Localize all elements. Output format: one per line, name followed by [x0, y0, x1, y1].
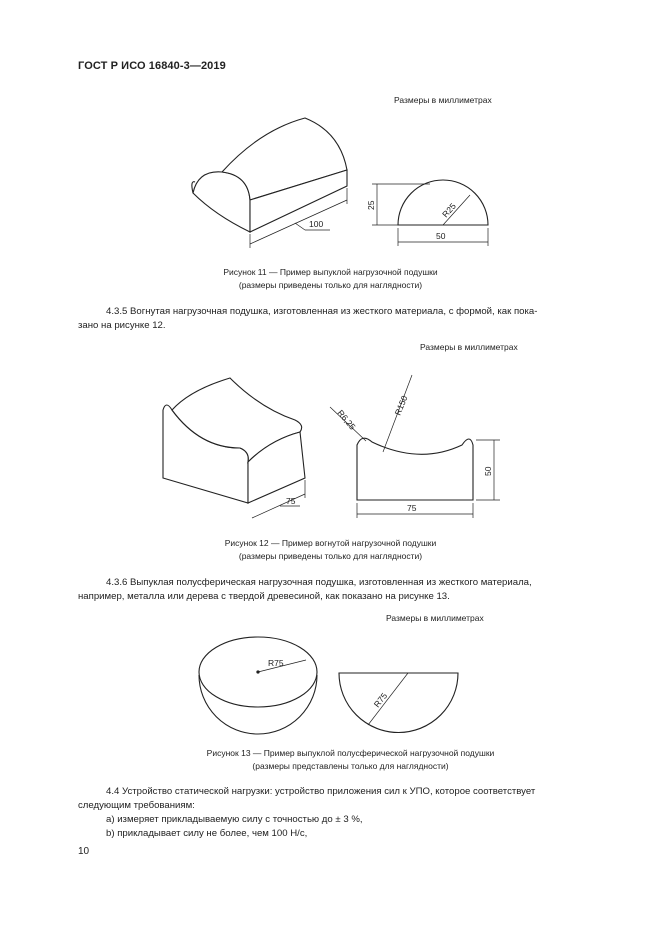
figure13-caption-line1: Рисунок 13 — Пример выпуклой полусферической нагрузочной подушки: [206, 748, 495, 758]
figure12-dim-width-label: 75: [407, 503, 417, 513]
paragraph-4-3-5-text: 4.3.5 Вогнутая нагрузочная подушка, изготовленная из жесткого материала, с формой, как пока- зано на рисунке 12.: [78, 306, 538, 331]
figure13-hemisphere: [199, 637, 317, 734]
page-number: 10: [78, 846, 90, 857]
requirements-list: [78, 813, 584, 841]
figure12-caption-line1: Рисунок 12 — Пример вогнутой нагрузочной подушки: [224, 538, 437, 548]
figure12-dim-depth-label: 75: [286, 496, 296, 506]
figure13-dim-radius-top-label: R75: [268, 658, 284, 668]
figure11-caption-line1: Рисунок 11 — Пример выпуклой нагрузочной подушки: [223, 267, 438, 277]
figure13-dim-radius-section-label: R75: [371, 690, 390, 710]
figure12-dim-radius-large-label: R150: [392, 394, 410, 417]
figure11-dim-radius-label: R25: [440, 201, 458, 220]
figure13-caption-line2: (размеры представлены только для наглядности): [252, 761, 449, 771]
paragraph-4-4-text: 4.4 Устройство статической нагрузки: устройство приложения сил к УПО, которое соответствует следующим требованиям:: [78, 786, 536, 811]
page-header: ГОСТ Р ИСО 16840-3—2019: [78, 60, 226, 72]
figure12-dim-height-label: 50: [483, 466, 493, 476]
figure13-units-note: Размеры в миллиметрах: [386, 613, 484, 623]
list-item: a) измеряет прикладываемую силу с точностью до ± 3 %,: [106, 814, 363, 825]
figure13-caption: [140, 747, 561, 773]
list-item: b) прикладывает силу не более, чем 100 Н/с,: [106, 828, 308, 839]
figure12-caption-line2: (размеры приведены только для наглядности): [238, 551, 423, 561]
figure11-units-note: Размеры в миллиметрах: [394, 95, 492, 105]
figure13-section: [339, 673, 458, 733]
figure11-dim-width-label: 50: [436, 231, 446, 241]
figure11-caption-line2: (размеры приведены только для наглядности): [238, 280, 423, 290]
paragraph-4-4: [78, 785, 584, 813]
figure11-dim-length-label: 100: [309, 219, 324, 229]
figure12-units-note: Размеры в миллиметрах: [420, 342, 518, 352]
figure12-dim-radius-small-label: R6,25: [335, 407, 358, 432]
paragraph-4-3-6-text: 4.3.6 Выпуклая полусферическая нагрузочная подушка, изготовленная из жесткого материала, например, металла или дерева с твердой древесиной, как показано на рисунке 13.: [78, 577, 532, 602]
figure11-dim-height-label: 25: [366, 200, 376, 210]
